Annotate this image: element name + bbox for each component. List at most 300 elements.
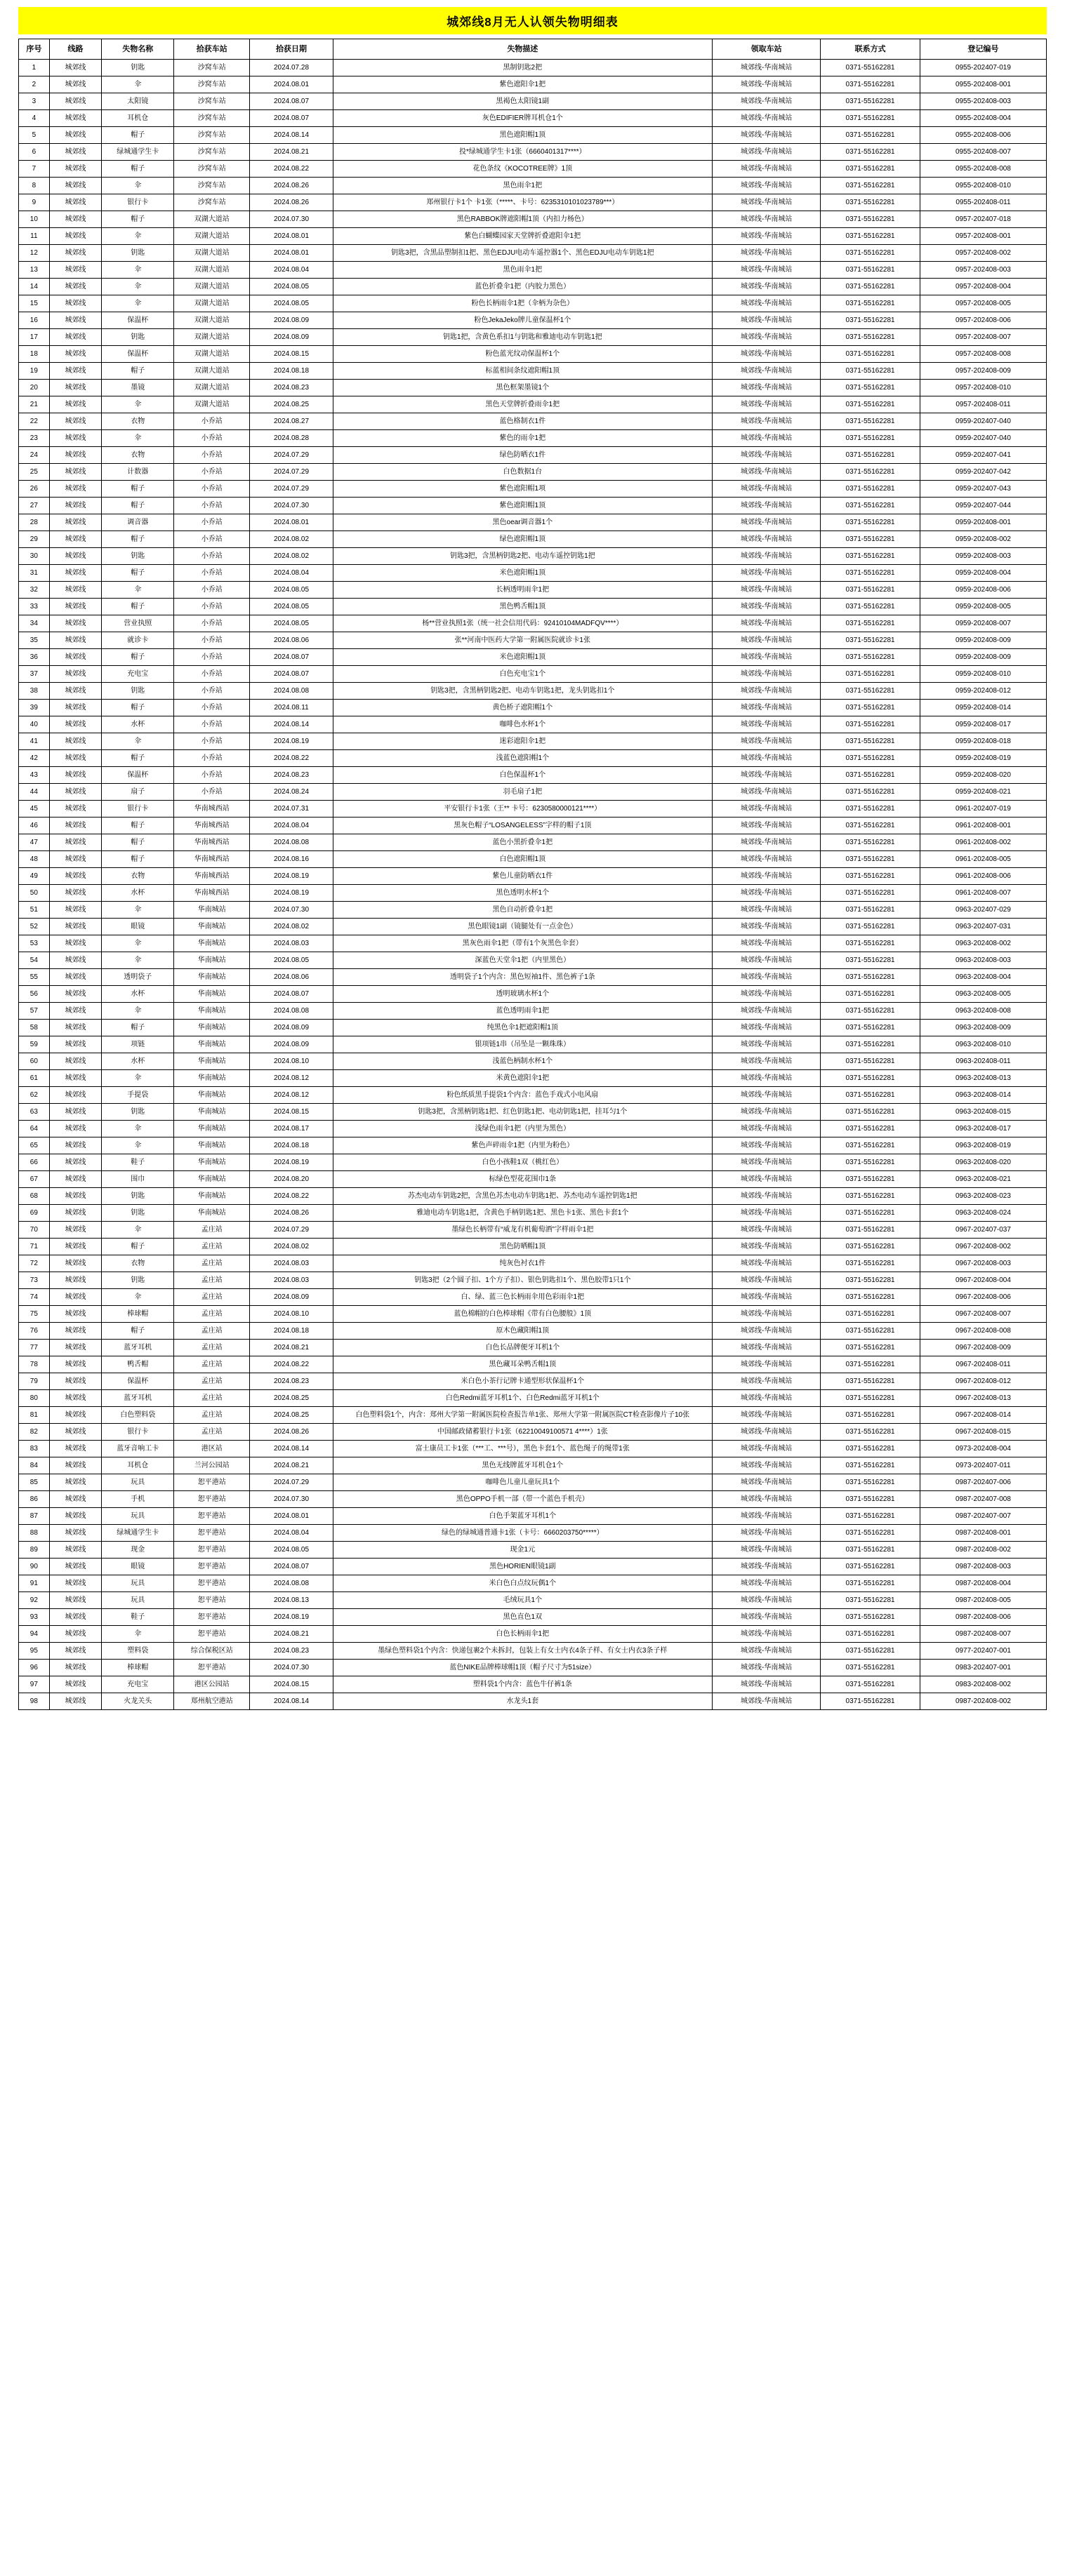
cell-contact: 0371-55162281: [821, 1626, 920, 1643]
column-header-item-name: 失物名称: [102, 39, 174, 60]
cell-contact: 0371-55162281: [821, 683, 920, 700]
column-header-claim-station: 领取车站: [712, 39, 820, 60]
cell-registration-number: 0963-202408-017: [920, 1121, 1046, 1137]
cell-line: 城郊线: [49, 1424, 102, 1441]
cell-claim-station: 城郊线-华南城站: [712, 1205, 820, 1222]
cell-line: 城郊线: [49, 1441, 102, 1457]
cell-registration-number: 0959-202407-041: [920, 447, 1046, 464]
cell-registration-number: 0957-202408-003: [920, 262, 1046, 279]
cell-line: 城郊线: [49, 1676, 102, 1693]
cell-line: 城郊线: [49, 902, 102, 919]
cell-contact: 0371-55162281: [821, 1154, 920, 1171]
cell-contact: 0371-55162281: [821, 144, 920, 161]
cell-found-station: 华南城站: [174, 1003, 250, 1020]
cell-line: 城郊线: [49, 144, 102, 161]
cell-line: 城郊线: [49, 632, 102, 649]
cell-claim-station: 城郊线-华南城站: [712, 194, 820, 211]
cell-item-name: 棒球帽: [102, 1306, 174, 1323]
cell-index: 18: [19, 346, 50, 363]
cell-claim-station: 城郊线-华南城站: [712, 683, 820, 700]
cell-item-name: 帽子: [102, 127, 174, 144]
cell-claim-station: 城郊线-华南城站: [712, 750, 820, 767]
cell-claim-station: 城郊线-华南城站: [712, 632, 820, 649]
cell-found-date: 2024.08.08: [250, 1003, 333, 1020]
cell-found-date: 2024.08.21: [250, 1340, 333, 1356]
table-row: [19, 228, 1047, 245]
cell-found-date: 2024.07.29: [250, 1222, 333, 1239]
cell-index: 37: [19, 666, 50, 683]
cell-description: 黑色RABBOK牌遮阳帽1顶（内扣力杨色）: [333, 211, 712, 228]
cell-item-name: 绿城通学生卡: [102, 144, 174, 161]
cell-found-station: 小乔站: [174, 716, 250, 733]
cell-found-station: 沙窝车站: [174, 127, 250, 144]
cell-contact: 0371-55162281: [821, 161, 920, 178]
cell-found-station: 沙窝车站: [174, 161, 250, 178]
cell-found-station: 恕平港站: [174, 1575, 250, 1592]
column-header-registration-number: 登记编号: [920, 39, 1046, 60]
cell-index: 27: [19, 498, 50, 514]
cell-contact: 0371-55162281: [821, 1457, 920, 1474]
cell-line: 城郊线: [49, 413, 102, 430]
cell-contact: 0371-55162281: [821, 969, 920, 986]
cell-item-name: 耳机仓: [102, 110, 174, 127]
table-row: [19, 144, 1047, 161]
cell-claim-station: 城郊线-华南城站: [712, 935, 820, 952]
table-row: [19, 834, 1047, 851]
table-row: [19, 1121, 1047, 1137]
cell-index: 87: [19, 1508, 50, 1525]
cell-item-name: 白色塑料袋: [102, 1407, 174, 1424]
cell-found-station: 小乔站: [174, 750, 250, 767]
cell-description: 白色Redmi蓝牙耳机1个、白色Redmi蓝牙耳机1个: [333, 1390, 712, 1407]
cell-found-date: 2024.08.22: [250, 750, 333, 767]
cell-found-station: 华南城站: [174, 1205, 250, 1222]
cell-line: 城郊线: [49, 228, 102, 245]
cell-found-date: 2024.08.05: [250, 1542, 333, 1559]
cell-index: 6: [19, 144, 50, 161]
cell-claim-station: 城郊线-华南城站: [712, 1087, 820, 1104]
cell-claim-station: 城郊线-华南城站: [712, 1626, 820, 1643]
cell-found-station: 华南城站: [174, 986, 250, 1003]
cell-registration-number: 0987-202408-004: [920, 1575, 1046, 1592]
cell-found-date: 2024.08.09: [250, 1020, 333, 1036]
cell-item-name: 帽子: [102, 700, 174, 716]
cell-contact: 0371-55162281: [821, 1340, 920, 1356]
table-row: [19, 1508, 1047, 1525]
cell-found-station: 小乔站: [174, 666, 250, 683]
cell-found-date: 2024.08.04: [250, 817, 333, 834]
table-row: [19, 396, 1047, 413]
cell-description: 紫色儿童防晒衣1件: [333, 868, 712, 885]
cell-found-station: 华南城西站: [174, 868, 250, 885]
cell-claim-station: 城郊线-华南城站: [712, 1508, 820, 1525]
table-row: [19, 599, 1047, 615]
cell-found-station: 港区公园站: [174, 1676, 250, 1693]
cell-description: 紫色声碎雨伞1把（内里为粉色）: [333, 1137, 712, 1154]
cell-found-station: 小乔站: [174, 599, 250, 615]
cell-registration-number: 0961-202408-006: [920, 868, 1046, 885]
cell-description: 纯灰色衬衣1件: [333, 1255, 712, 1272]
cell-found-station: 孟庄站: [174, 1323, 250, 1340]
cell-found-date: 2024.08.15: [250, 1104, 333, 1121]
cell-found-date: 2024.08.07: [250, 666, 333, 683]
table-row: [19, 733, 1047, 750]
cell-found-date: 2024.08.05: [250, 615, 333, 632]
cell-claim-station: 城郊线-华南城站: [712, 615, 820, 632]
cell-found-date: 2024.08.05: [250, 582, 333, 599]
cell-index: 20: [19, 380, 50, 396]
cell-line: 城郊线: [49, 1373, 102, 1390]
cell-found-station: 华南城站: [174, 969, 250, 986]
cell-found-station: 小乔站: [174, 430, 250, 447]
cell-index: 79: [19, 1373, 50, 1390]
table-row: [19, 548, 1047, 565]
cell-index: 31: [19, 565, 50, 582]
document-page: [0, 7, 1065, 1710]
cell-found-date: 2024.07.30: [250, 498, 333, 514]
cell-index: 48: [19, 851, 50, 868]
cell-found-station: 小乔站: [174, 481, 250, 498]
table-row: [19, 1356, 1047, 1373]
cell-contact: 0371-55162281: [821, 834, 920, 851]
cell-claim-station: 城郊线-华南城站: [712, 396, 820, 413]
cell-item-name: 墨镜: [102, 380, 174, 396]
table-row: [19, 969, 1047, 986]
cell-item-name: 伞: [102, 262, 174, 279]
table-row: [19, 615, 1047, 632]
cell-item-name: 伞: [102, 178, 174, 194]
cell-found-date: 2024.08.02: [250, 919, 333, 935]
cell-found-station: 双湖大道站: [174, 396, 250, 413]
cell-line: 城郊线: [49, 363, 102, 380]
cell-found-station: 小乔站: [174, 531, 250, 548]
cell-description: 米色遮阳帽1顶: [333, 565, 712, 582]
cell-index: 11: [19, 228, 50, 245]
cell-found-date: 2024.08.09: [250, 312, 333, 329]
cell-contact: 0371-55162281: [821, 632, 920, 649]
cell-registration-number: 0987-202408-007: [920, 1626, 1046, 1643]
cell-registration-number: 0963-202408-015: [920, 1104, 1046, 1121]
cell-registration-number: 0959-202407-042: [920, 464, 1046, 481]
cell-line: 城郊线: [49, 514, 102, 531]
cell-line: 城郊线: [49, 178, 102, 194]
cell-index: 56: [19, 986, 50, 1003]
cell-claim-station: 城郊线-华南城站: [712, 952, 820, 969]
cell-line: 城郊线: [49, 750, 102, 767]
cell-contact: 0371-55162281: [821, 1643, 920, 1660]
cell-found-date: 2024.07.30: [250, 902, 333, 919]
cell-claim-station: 城郊线-华南城站: [712, 1390, 820, 1407]
cell-claim-station: 城郊线-华南城站: [712, 413, 820, 430]
cell-claim-station: 城郊线-华南城站: [712, 1053, 820, 1070]
table-row: [19, 1036, 1047, 1053]
cell-line: 城郊线: [49, 1255, 102, 1272]
cell-registration-number: 0959-202408-001: [920, 514, 1046, 531]
cell-registration-number: 0959-202407-044: [920, 498, 1046, 514]
cell-claim-station: 城郊线-华南城站: [712, 1340, 820, 1356]
cell-index: 7: [19, 161, 50, 178]
cell-index: 36: [19, 649, 50, 666]
cell-claim-station: 城郊线-华南城站: [712, 599, 820, 615]
cell-found-station: 沙窝车站: [174, 144, 250, 161]
cell-found-station: 孟庄站: [174, 1340, 250, 1356]
cell-line: 城郊线: [49, 1626, 102, 1643]
cell-claim-station: 城郊线-华南城站: [712, 733, 820, 750]
cell-index: 53: [19, 935, 50, 952]
cell-index: 67: [19, 1171, 50, 1188]
table-row: [19, 430, 1047, 447]
cell-registration-number: 0959-202408-012: [920, 683, 1046, 700]
cell-claim-station: 城郊线-华南城站: [712, 716, 820, 733]
cell-registration-number: 0967-202408-013: [920, 1390, 1046, 1407]
cell-contact: 0371-55162281: [821, 1306, 920, 1323]
cell-registration-number: 0957-202408-008: [920, 346, 1046, 363]
table-row: [19, 851, 1047, 868]
cell-line: 城郊线: [49, 868, 102, 885]
cell-claim-station: 城郊线-华南城站: [712, 1356, 820, 1373]
table-row: [19, 1559, 1047, 1575]
cell-registration-number: 0963-202408-005: [920, 986, 1046, 1003]
cell-registration-number: 0963-202408-023: [920, 1188, 1046, 1205]
cell-registration-number: 0957-202408-009: [920, 363, 1046, 380]
cell-claim-station: 城郊线-华南城站: [712, 178, 820, 194]
cell-found-station: 恕平港站: [174, 1609, 250, 1626]
cell-registration-number: 0959-202408-018: [920, 733, 1046, 750]
cell-found-date: 2024.08.26: [250, 1205, 333, 1222]
cell-contact: 0371-55162281: [821, 1171, 920, 1188]
cell-registration-number: 0957-202408-001: [920, 228, 1046, 245]
cell-found-date: 2024.08.07: [250, 649, 333, 666]
cell-contact: 0371-55162281: [821, 1575, 920, 1592]
table-row: [19, 262, 1047, 279]
cell-found-date: 2024.08.18: [250, 1137, 333, 1154]
cell-description: 蓝色透明雨伞1把: [333, 1003, 712, 1020]
cell-claim-station: 城郊线-华南城站: [712, 666, 820, 683]
cell-line: 城郊线: [49, 1205, 102, 1222]
cell-found-date: 2024.08.04: [250, 262, 333, 279]
cell-line: 城郊线: [49, 733, 102, 750]
cell-found-station: 孟庄站: [174, 1356, 250, 1373]
cell-claim-station: 城郊线-华南城站: [712, 1525, 820, 1542]
cell-found-station: 恕平港站: [174, 1474, 250, 1491]
cell-registration-number: 0987-202407-006: [920, 1474, 1046, 1491]
cell-index: 52: [19, 919, 50, 935]
cell-contact: 0371-55162281: [821, 1373, 920, 1390]
cell-description: 钥匙1把，含黄色系扣1与钥匙和雅迪电动车钥匙1把: [333, 329, 712, 346]
cell-description: 羽毛扇子1把: [333, 784, 712, 801]
cell-item-name: 伞: [102, 1222, 174, 1239]
cell-claim-station: 城郊线-华南城站: [712, 1323, 820, 1340]
cell-found-station: 华南城站: [174, 1036, 250, 1053]
table-row: [19, 211, 1047, 228]
cell-item-name: 帽子: [102, 649, 174, 666]
cell-contact: 0371-55162281: [821, 329, 920, 346]
table-body: [19, 60, 1047, 1710]
cell-index: 19: [19, 363, 50, 380]
cell-item-name: 银行卡: [102, 801, 174, 817]
column-header-found-station: 拾获车站: [174, 39, 250, 60]
cell-line: 城郊线: [49, 952, 102, 969]
cell-found-station: 恕平港站: [174, 1660, 250, 1676]
cell-description: 黄色桥子遮阳帽1个: [333, 700, 712, 716]
cell-found-date: 2024.08.01: [250, 76, 333, 93]
cell-line: 城郊线: [49, 1070, 102, 1087]
cell-line: 城郊线: [49, 565, 102, 582]
cell-contact: 0371-55162281: [821, 666, 920, 683]
cell-found-date: 2024.07.28: [250, 60, 333, 76]
table-row: [19, 952, 1047, 969]
cell-found-station: 兰河公园站: [174, 1457, 250, 1474]
cell-item-name: 帽子: [102, 599, 174, 615]
cell-registration-number: 0959-202408-020: [920, 767, 1046, 784]
cell-contact: 0371-55162281: [821, 1542, 920, 1559]
cell-index: 47: [19, 834, 50, 851]
cell-description: 咖啡色水杯1个: [333, 716, 712, 733]
cell-item-name: 计数器: [102, 464, 174, 481]
cell-line: 城郊线: [49, 935, 102, 952]
cell-index: 50: [19, 885, 50, 902]
cell-claim-station: 城郊线-华南城站: [712, 363, 820, 380]
cell-registration-number: 0957-202408-007: [920, 329, 1046, 346]
cell-index: 60: [19, 1053, 50, 1070]
cell-line: 城郊线: [49, 1643, 102, 1660]
cell-claim-station: 城郊线-华南城站: [712, 1255, 820, 1272]
cell-found-date: 2024.08.01: [250, 228, 333, 245]
table-row: [19, 514, 1047, 531]
cell-contact: 0371-55162281: [821, 885, 920, 902]
cell-found-date: 2024.08.15: [250, 346, 333, 363]
cell-description: 黑色OPPO手机一部（带一个蓝色手机壳）: [333, 1491, 712, 1508]
cell-line: 城郊线: [49, 582, 102, 599]
cell-contact: 0371-55162281: [821, 548, 920, 565]
cell-found-station: 双湖大道站: [174, 312, 250, 329]
cell-registration-number: 0963-202408-008: [920, 1003, 1046, 1020]
cell-index: 71: [19, 1239, 50, 1255]
cell-description: 黑色防晒帽1顶: [333, 1239, 712, 1255]
cell-registration-number: 0961-202408-001: [920, 817, 1046, 834]
cell-index: 9: [19, 194, 50, 211]
cell-line: 城郊线: [49, 1575, 102, 1592]
cell-claim-station: 城郊线-华南城站: [712, 548, 820, 565]
table-row: [19, 1154, 1047, 1171]
cell-found-station: 小乔站: [174, 683, 250, 700]
cell-claim-station: 城郊线-华南城站: [712, 211, 820, 228]
cell-item-name: 水杯: [102, 986, 174, 1003]
cell-claim-station: 城郊线-华南城站: [712, 380, 820, 396]
cell-registration-number: 0959-202408-005: [920, 599, 1046, 615]
cell-contact: 0371-55162281: [821, 194, 920, 211]
cell-item-name: 钥匙: [102, 60, 174, 76]
cell-found-station: 孟庄站: [174, 1239, 250, 1255]
cell-item-name: 蓝牙耳机: [102, 1390, 174, 1407]
table-row: [19, 1525, 1047, 1542]
cell-claim-station: 城郊线-华南城站: [712, 902, 820, 919]
cell-registration-number: 0959-202408-009: [920, 649, 1046, 666]
cell-description: 黑色鸭舌帽1顶: [333, 599, 712, 615]
cell-registration-number: 0959-202408-003: [920, 548, 1046, 565]
table-row: [19, 885, 1047, 902]
cell-found-station: 恕平港站: [174, 1491, 250, 1508]
cell-found-date: 2024.08.25: [250, 396, 333, 413]
cell-description: 米白色白点纹玩偶1个: [333, 1575, 712, 1592]
cell-found-station: 郑州航空港站: [174, 1693, 250, 1710]
cell-registration-number: 0959-202408-010: [920, 666, 1046, 683]
cell-index: 42: [19, 750, 50, 767]
cell-claim-station: 城郊线-华南城站: [712, 228, 820, 245]
cell-found-date: 2024.08.06: [250, 632, 333, 649]
table-row: [19, 1205, 1047, 1222]
cell-contact: 0371-55162281: [821, 1188, 920, 1205]
table-row: [19, 817, 1047, 834]
cell-registration-number: 0959-202408-017: [920, 716, 1046, 733]
cell-registration-number: 0955-202408-011: [920, 194, 1046, 211]
cell-line: 城郊线: [49, 1457, 102, 1474]
cell-registration-number: 0963-202407-029: [920, 902, 1046, 919]
cell-claim-station: 城郊线-华南城站: [712, 161, 820, 178]
cell-found-date: 2024.07.30: [250, 1491, 333, 1508]
cell-contact: 0371-55162281: [821, 801, 920, 817]
cell-line: 城郊线: [49, 1053, 102, 1070]
cell-contact: 0371-55162281: [821, 228, 920, 245]
table-row: [19, 1306, 1047, 1323]
cell-item-name: 眼镜: [102, 919, 174, 935]
cell-found-date: 2024.08.05: [250, 279, 333, 295]
cell-description: 黑色直色1双: [333, 1609, 712, 1626]
cell-index: 30: [19, 548, 50, 565]
cell-claim-station: 城郊线-华南城站: [712, 1104, 820, 1121]
cell-found-date: 2024.08.15: [250, 1676, 333, 1693]
cell-registration-number: 0973-202407-011: [920, 1457, 1046, 1474]
cell-contact: 0371-55162281: [821, 380, 920, 396]
table-row: [19, 413, 1047, 430]
table-row: [19, 329, 1047, 346]
cell-found-date: 2024.08.21: [250, 1457, 333, 1474]
cell-contact: 0371-55162281: [821, 868, 920, 885]
cell-claim-station: 城郊线-华南城站: [712, 481, 820, 498]
table-row: [19, 683, 1047, 700]
cell-item-name: 钥匙: [102, 1188, 174, 1205]
cell-found-station: 恕平港站: [174, 1592, 250, 1609]
cell-description: 浅蓝色遮阳帽1个: [333, 750, 712, 767]
cell-contact: 0371-55162281: [821, 1036, 920, 1053]
cell-line: 城郊线: [49, 1154, 102, 1171]
cell-line: 城郊线: [49, 986, 102, 1003]
cell-found-station: 沙窝车站: [174, 76, 250, 93]
cell-index: 22: [19, 413, 50, 430]
cell-item-name: 围巾: [102, 1171, 174, 1188]
cell-claim-station: 城郊线-华南城站: [712, 1542, 820, 1559]
table-row: [19, 986, 1047, 1003]
cell-item-name: 衣物: [102, 1255, 174, 1272]
table-row: [19, 1575, 1047, 1592]
cell-found-station: 双湖大道站: [174, 295, 250, 312]
table-row: [19, 767, 1047, 784]
cell-index: 43: [19, 767, 50, 784]
cell-found-station: 恕平港站: [174, 1626, 250, 1643]
cell-found-station: 华南城西站: [174, 834, 250, 851]
cell-found-date: 2024.08.20: [250, 1171, 333, 1188]
cell-found-date: 2024.08.26: [250, 1424, 333, 1441]
cell-found-station: 华南城站: [174, 1137, 250, 1154]
cell-description: 黑色无线牌蓝牙耳机仓1个: [333, 1457, 712, 1474]
cell-registration-number: 0963-202408-011: [920, 1053, 1046, 1070]
table-row: [19, 935, 1047, 952]
cell-found-station: 华南城站: [174, 919, 250, 935]
cell-index: 74: [19, 1289, 50, 1306]
table-row: [19, 245, 1047, 262]
cell-line: 城郊线: [49, 969, 102, 986]
cell-contact: 0371-55162281: [821, 76, 920, 93]
